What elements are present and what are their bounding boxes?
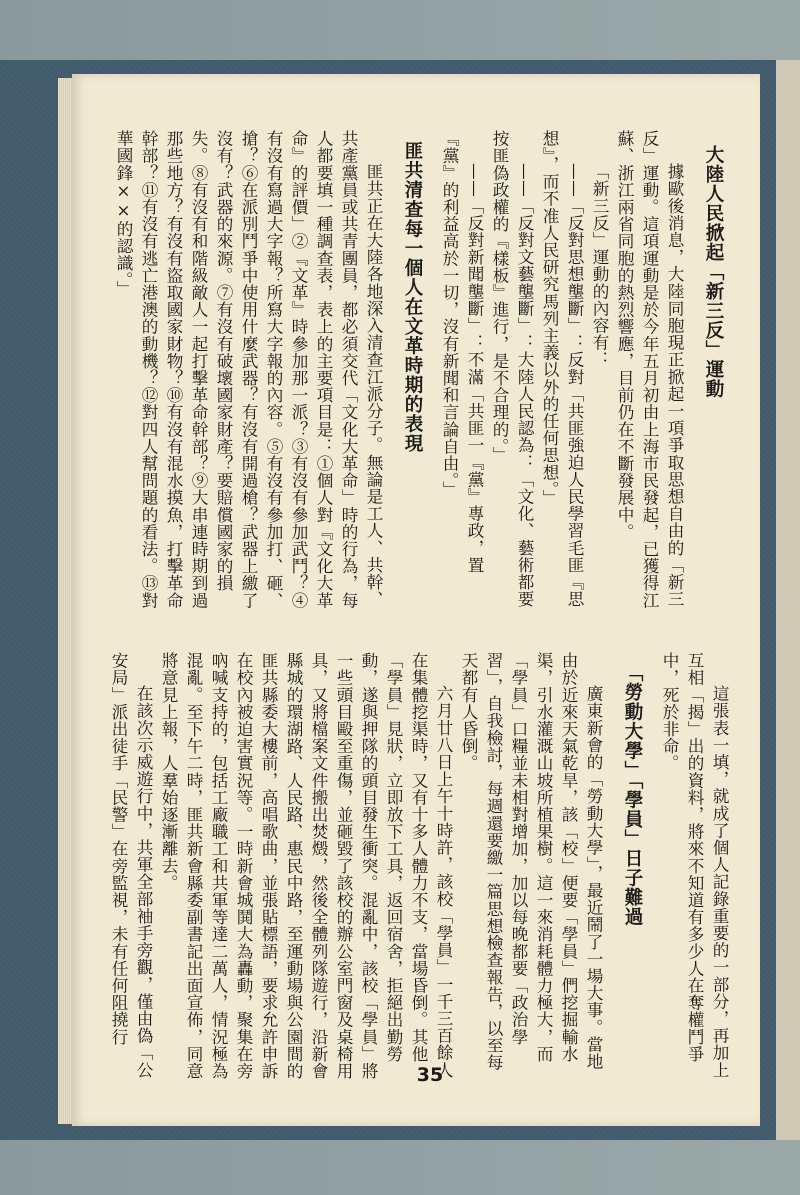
article1-paragraph-2: 「新三反」運動的內容有：	[590, 163, 609, 369]
article3-paragraph-3: 在該次示威遊行中，共軍全部袖手旁觀，僅由偽「公安局」派出徒手「民警」在旁監視，未有任何阻撓行	[109, 652, 153, 1079]
article2-paragraph-2: 這張表一填，就成了個人記錄重要的一部分，再加上互相「揭」出的資料，將來不知道有多少人在奪權鬥爭中，死於非命。	[660, 652, 729, 1079]
article1-title: 大陸人民掀起「新三反」運動	[703, 144, 724, 399]
article3-paragraph-1: 廣東新會的「勞動大學」，最近鬧了一場大事。當地由於近來天氣乾旱，該「校」便要「學員」們挖掘輸水渠，引水灌溉山坡所植果樹。這一來消耗體力極大，而「學員」口糧並未相對增加，加以每晚都要「政治學習」，自我檢討，每週還要繳一篇思想檢查報告，以至每天都有人昏倒。	[459, 652, 603, 1072]
article1-paragraph-3: ——「反對思想壟斷」：反對「共匪強迫人民學習毛匪『思想』，而不准人民研究馬列主義以外的任何思想。」	[540, 130, 584, 608]
article2-title: 匪共清查每一個人在文革時期的表現	[402, 141, 423, 454]
article3-paragraph-2: 六月廿八日上午十時許，該校「學員」一千三百餘人在集體挖渠時，又有十多人體力不支，當場昏倒。其他「學員」見狀，立即放下工具，返回宿舍，拒絕出勤勞動，遂與押隊的頭目發生衝突。混亂中，該校「學員」將一些頭目毆至重傷，並砸毀了該校的辦公室門窗及桌椅用具，又將檔案文件搬出焚燬，然後全體列隊遊行，沿新會縣城的環湖路、人民路、惠民中路，至運動場與公園間的匪共縣委大樓前，高唱歌曲，並張貼標語，要求允許申訴在校內被迫害實況等。一時新會城鬨大為轟動，聚集在旁吶喊支持的，包括工廠職工和共軍等達二萬人，情況極為混亂。至下午二時，匪共新會縣委副書記出面宣佈，同意將意見上報，人羣始逐漸離去。	[159, 652, 453, 1080]
article1-paragraph-5: ——「反對新聞壟斷」：不滿「共匪一『黨』專政，置『黨』的利益高於一切，沒有新聞和言論自由。」	[440, 130, 484, 574]
page-number: 35	[416, 1064, 444, 1086]
article3-title: 「勞動大學」「學員」日子難過	[622, 663, 643, 927]
article1-paragraph-4: ——「反對文藝壟斷」：大陸人民認為：「文化、藝術都要按匪偽政權的『樣板』進行，是不合理的。」	[490, 130, 534, 608]
article2-paragraph-1: 匪共正在大陸各地深入清查江派分子。無論是工人、共幹、共產黨員或共青團員，都必須交代「文化大革命」時的行為，每人都要填一種調查表，表上的主要項目是：①個人對『文化大革命』的評價」②『文革』時參加那一派？③有沒有參加武鬥？④有沒有寫過大字報？所寫大字報的內容。⑤有沒有參加打、砸、搶？⑥在派別鬥爭中使用什麼武器？有沒有開過槍？武器上繳了沒有？武器的來源。⑦有沒有破壞國家財產？要賠償國家的損失。⑧有沒有和階級敵人一起打擊革命幹部？⑨大串連時期到過那些地方？有沒有盜取國家財物？⑩有沒有混水摸魚，打擊革命幹部？⑪有沒有逃亡港澳的動機？⑫對四人幫問題的看法。⑬對華國鋒××的認識。」	[114, 130, 383, 609]
adjacent-page-strip	[776, 60, 800, 1140]
article1-paragraph-1: 據歐後消息，大陸同胞現正掀起一項爭取思想自由的「新三反」運動。這項運動是於今年五月初由上海市民發起，已獲得江蘇、浙江兩省同胞的熱烈響應，目前仍在不斷發展中。	[615, 130, 684, 609]
lower-text-block	[109, 652, 732, 1082]
upper-text-block	[114, 130, 732, 610]
